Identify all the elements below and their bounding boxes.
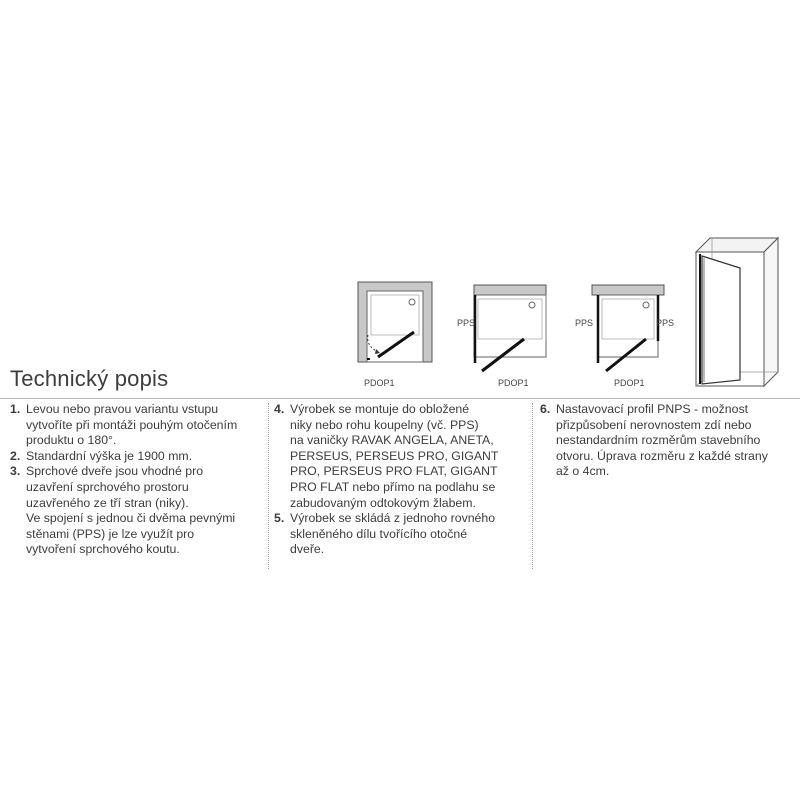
item-text-line: stěnami (PPS) je lze využít pro xyxy=(26,526,195,541)
item-text-line: Standardní výška je 1900 mm. xyxy=(26,448,193,463)
spec-list xyxy=(10,402,260,558)
item-text-line: vytvoření sprchového koutu. xyxy=(26,542,180,557)
item-number: 3. xyxy=(10,464,21,479)
diagram-corner-two-pps xyxy=(575,285,675,388)
item-text-line: uzavřeného ze tří stran (niky). xyxy=(26,495,189,510)
title-divider xyxy=(0,398,800,399)
item-text-line: produktu o 180°. xyxy=(26,433,117,448)
item-text-line: uzavření sprchového prostoru xyxy=(26,479,189,494)
spec-item xyxy=(540,402,790,480)
item-text-line: PRO FLAT nebo přímo na podlahu se xyxy=(290,479,496,494)
item-text-line: dveře. xyxy=(290,542,325,557)
item-number: 6. xyxy=(540,402,551,416)
spec-item xyxy=(10,464,260,558)
diagram-side-label: PPS xyxy=(575,318,594,328)
item-number: 2. xyxy=(10,448,21,463)
spec-column-3 xyxy=(540,402,790,480)
item-text-line: přizpůsobení nerovnostem zdí nebo xyxy=(556,417,752,432)
diagram-label: PDOP1 xyxy=(498,378,529,388)
niche-plan-drawing xyxy=(356,280,436,370)
item-number: 4. xyxy=(274,402,285,416)
item-text-line: PERSEUS, PERSEUS PRO, GIGANT xyxy=(290,448,499,463)
spec-item xyxy=(274,511,524,558)
diagram-niche xyxy=(356,280,436,388)
diagram-label: PDOP1 xyxy=(614,378,645,388)
spec-list xyxy=(540,402,790,480)
spec-item xyxy=(10,402,260,449)
spec-item xyxy=(10,449,260,465)
spec-list xyxy=(274,402,524,558)
item-text-line: niky nebo rohu koupelny (vč. PPS) xyxy=(290,417,479,432)
item-text-line: zabudovaným odtokovým žlabem. xyxy=(290,495,476,510)
diagram-side-label: PPS xyxy=(457,318,476,328)
item-text-line: Levou nebo pravou variantu vstupu xyxy=(26,402,219,416)
item-text-line: Výrobek se skládá z jednoho rovného xyxy=(290,511,496,526)
diagram-door-perspective xyxy=(692,234,782,389)
item-text-line: až o 4cm. xyxy=(556,464,610,479)
item-text-line: vytvoříte při montáži pouhým otočením xyxy=(26,417,238,432)
column-separator xyxy=(268,403,269,569)
item-text-line: Nastavovací profil PNPS - možnost xyxy=(556,402,749,416)
item-text-line: skleněného dílu tvořícího otočné xyxy=(290,526,468,541)
spec-column-1 xyxy=(10,402,260,558)
item-text-line: nestandardním rozměrům stavebního xyxy=(556,433,761,448)
item-text-line: Ve spojení s jednou či dvěma pevnými xyxy=(26,511,236,526)
spec-column-2 xyxy=(274,402,524,558)
item-text-line: Výrobek se montuje do obložené xyxy=(290,402,470,416)
item-text-line: na vaničky RAVAK ANGELA, ANETA, xyxy=(290,433,494,448)
column-separator xyxy=(532,403,533,569)
diagram-side-label: PPS xyxy=(656,318,675,328)
corner-plan-drawing xyxy=(474,285,550,370)
item-number: 5. xyxy=(274,511,285,526)
item-text-line: Sprchové dveře jsou vhodné pro xyxy=(26,464,204,479)
diagram-corner-one-pps xyxy=(457,285,550,388)
page-title: Technický popis xyxy=(10,366,169,391)
door-3d-drawing xyxy=(692,234,782,389)
spec-item xyxy=(274,402,524,511)
item-number: 1. xyxy=(10,402,21,416)
item-text-line: PRO, PERSEUS PRO FLAT, GIGANT xyxy=(290,464,498,479)
diagram-label: PDOP1 xyxy=(364,378,395,388)
item-text-line: otvoru. Úprava rozměru z každé strany xyxy=(556,448,768,463)
